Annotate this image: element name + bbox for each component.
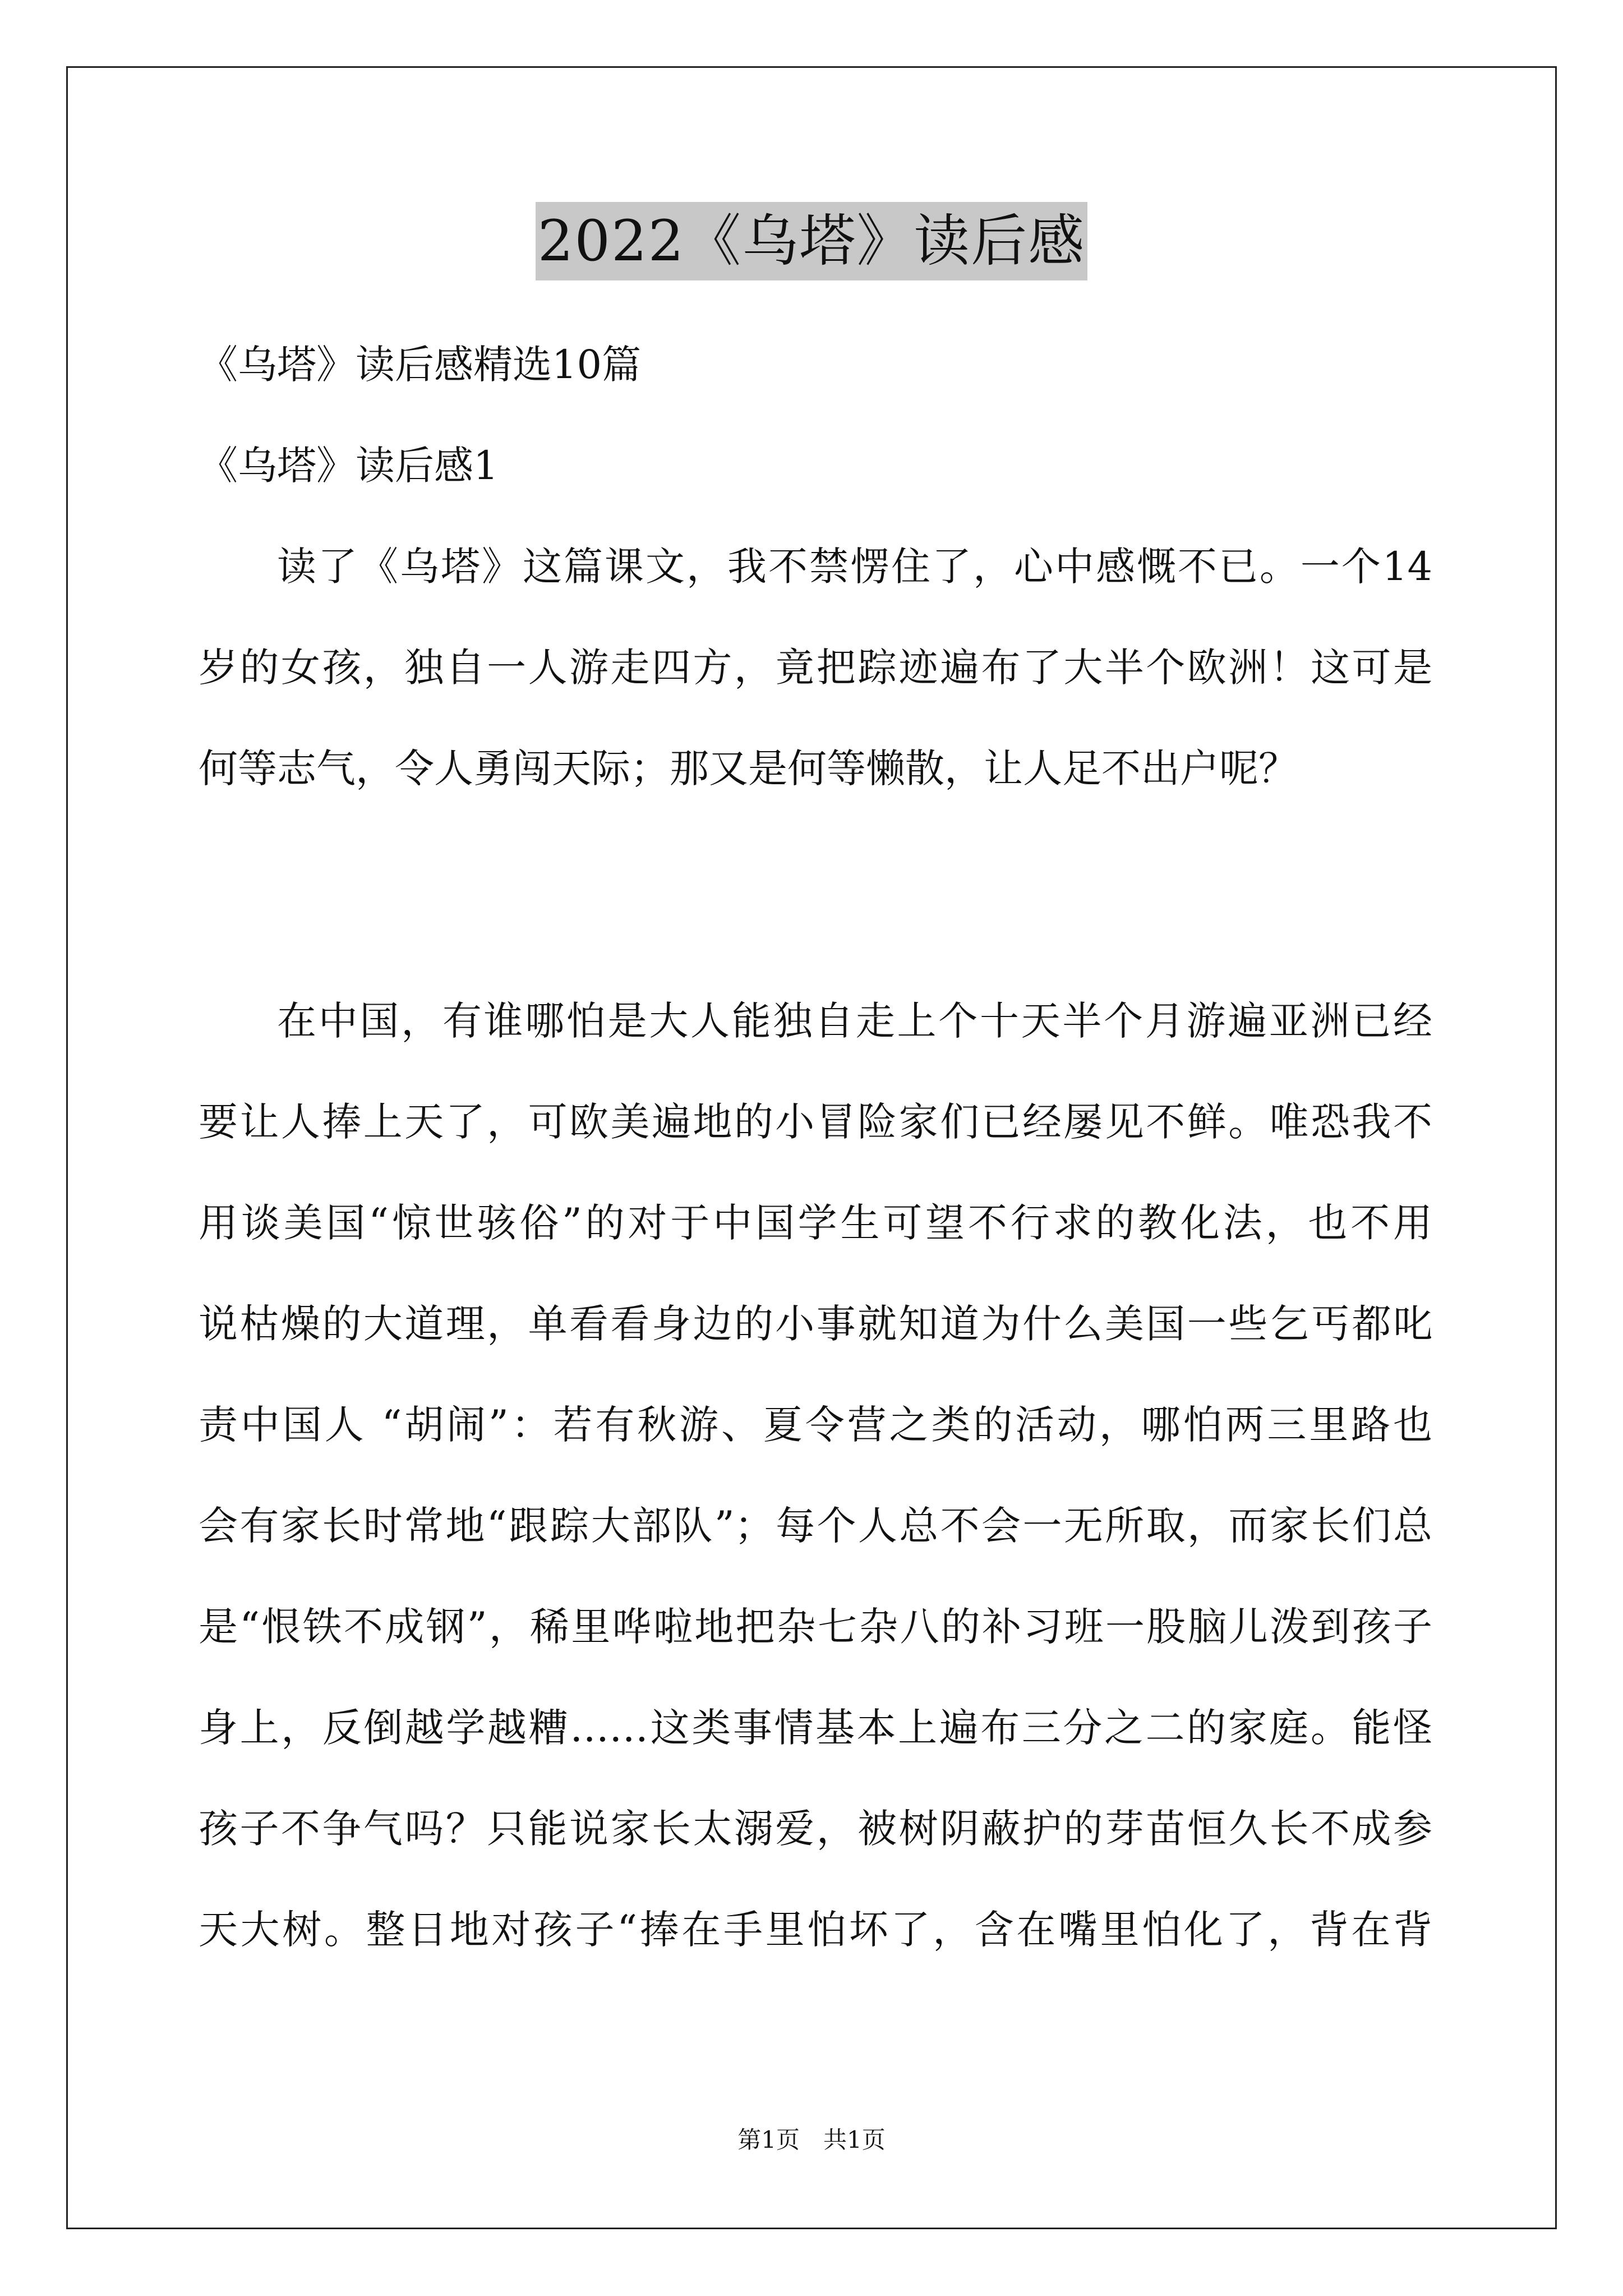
paragraph-line: 是“恨铁不成钢”，稀里哗啦地把杂七杂八的补习班一股脑儿泼到孩子 bbox=[199, 1604, 1432, 1650]
paragraph-line: 岁的女孩，独自一人游走四方，竟把踪迹遍布了大半个欧洲！这可是 bbox=[199, 645, 1432, 691]
paragraph-line: 要让人捧上天了，可欧美遍地的小冒险家们已经屡见不鲜。唯恐我不 bbox=[199, 1099, 1432, 1145]
page-number-footer: 第1页 共1页 bbox=[737, 2126, 886, 2154]
paragraph-line: 读了《乌塔》这篇课文，我不禁愣住了，心中感慨不已。一个14 bbox=[277, 544, 1432, 590]
paragraph-line: 说枯燥的大道理，单看看身边的小事就知道为什么美国一些乞丐都叱 bbox=[199, 1301, 1432, 1347]
paragraph-line: 会有家长时常地“跟踪大部队”；每个人总不会一无所取，而家长们总 bbox=[199, 1503, 1432, 1549]
paragraph-line: 用谈美国“惊世骇俗”的对于中国学生可望不行求的教化法，也不用 bbox=[199, 1200, 1432, 1246]
paragraph-line: 何等志气，令人勇闯天际；那又是何等懒散，让人足不出户呢？ bbox=[199, 746, 1298, 792]
paragraph-line: 身上，反倒越学越糟……这类事情基本上遍布三分之二的家庭。能怪 bbox=[199, 1705, 1432, 1751]
paragraph-line: 在中国，有谁哪怕是大人能独自走上个十天半个月游遍亚洲已经 bbox=[277, 998, 1432, 1044]
section-heading: 《乌塔》读后感1 bbox=[199, 443, 499, 489]
paragraph-line: 天大树。整日地对孩子“捧在手里怕坏了，含在嘴里怕化了，背在背 bbox=[199, 1907, 1432, 1953]
paragraph-line: 责中国人 “胡闹”：若有秋游、夏令营之类的活动，哪怕两三里路也 bbox=[199, 1402, 1432, 1448]
subtitle: 《乌塔》读后感精选10篇 bbox=[199, 342, 642, 388]
document-title: 2022《乌塔》读后感 bbox=[536, 202, 1088, 280]
paragraph-line: 孩子不争气吗？只能说家长太溺爱，被树阴蔽护的芽苗恒久长不成参 bbox=[199, 1806, 1432, 1852]
title-container bbox=[0, 202, 1623, 280]
